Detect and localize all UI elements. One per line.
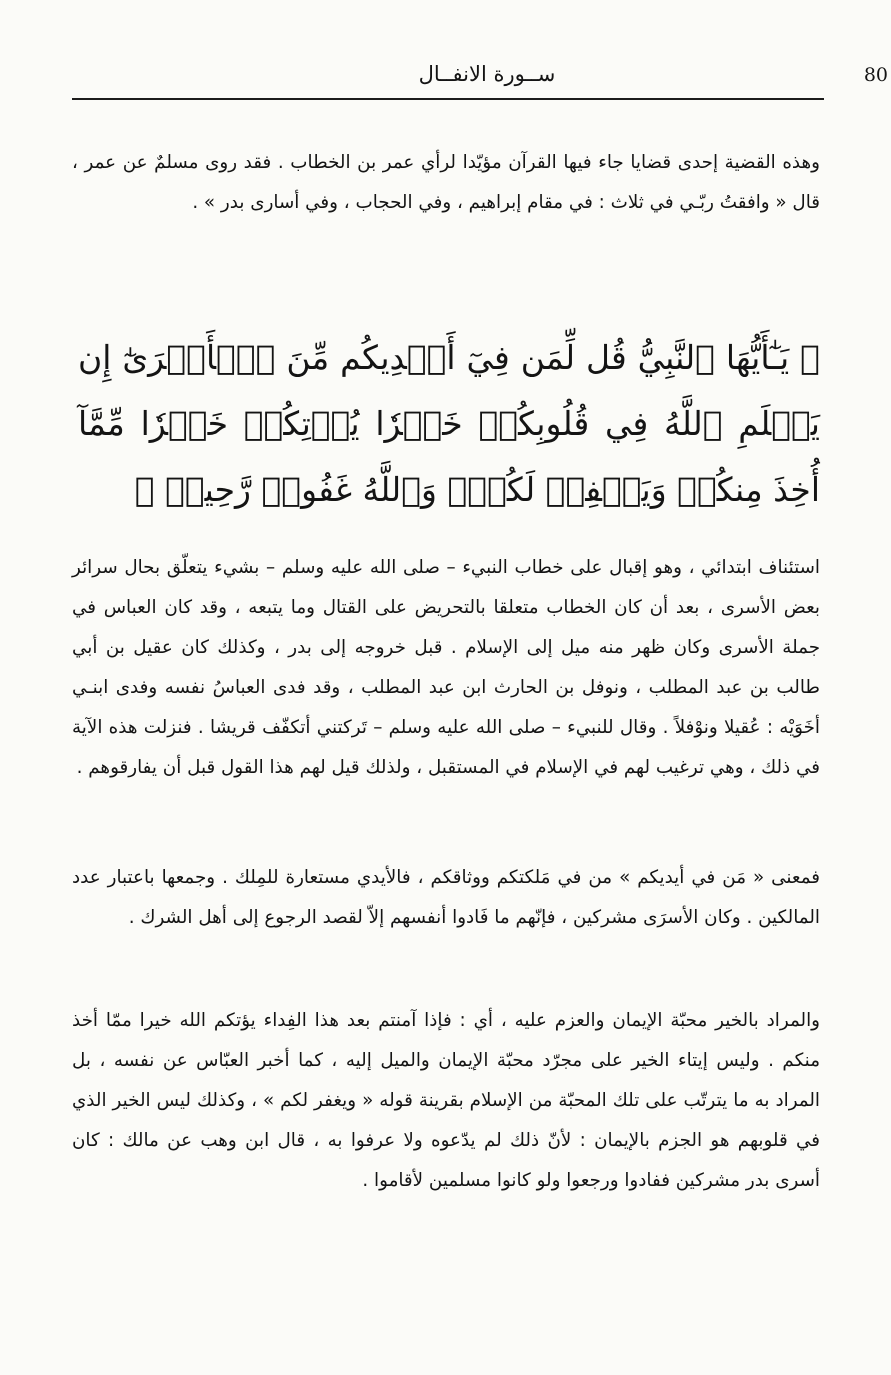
running-title: ســورة الانفــال xyxy=(418,62,556,86)
paragraph-text: استئناف ابتدائي ، وهو إقبال على خطاب النبيء – صلى الله عليه وسلم – بشيء يتعلّق بحال سرائر بعض الأسرى ، بعد أن كان الخطاب متعلقا بالتحريض على القتال وما يتبعه ، وقد كان العباس في جملة الأسرى وكان ظهر منه ميل إلى الإسلام . قبل خروجه إلى بدر ، وكذلك كان عقيل بن أبي طالب بن عبد المطلب ، ونوفل بن الحارث ابن عبد المطلب ، وقد فدى العباسُ نفسه وفدى ابنـي أخَوَيْه : عُقيلا ونوْفلاً . وقال للنبيء – صلى الله عليه وسلم – تَركتني أتكفّف قريشا . فنزلت هذه الآية في ذلك ، وهي ترغيب لهم في الإسلام في المستقبل ، ولذلك قيل لهم هذا القول قبل أن يفارقوهم . xyxy=(72,557,820,778)
commentary-paragraph-3 xyxy=(72,1001,820,1201)
paragraph-text: وهذه القضية إحدى قضايا جاء فيها القرآن مؤيّدا لرأي عمر بن الخطاب . فقد روى مسلمٌ عن عمر ، قال « وافقتُ ربّـي في ثلاث : في مقام إبراهيم ، وفي الحجاب ، وفي أسارى بدر » . xyxy=(72,152,820,213)
page-number: 80 xyxy=(863,64,888,86)
paragraph-text: والمراد بالخير محبّة الإيمان والعزم عليه ، أي : فإذا آمنتم بعد هذا الفِداء يؤتكم الله خيرا ممّا أخذ منكم . وليس إيتاء الخير على مجرّد محبّة الإيمان والميل إليه ، كما أخبر العبّاس عن نفسه ، بل المراد به ما يترتّب على تلك المحبّة من الإسلام بقرينة قوله « ويغفر لكم » ، وكذلك ليس الخير الذي في قلوبهم هو الجزم بالإيمان : لأنّ ذلك لم يدّعوه ولا عرفوا به ، قال ابن وهب عن مالك : كان أسرى بدر مشركين ففادوا ورجعوا ولو كانوا مسلمين لأقاموا . xyxy=(72,1010,820,1191)
commentary-paragraph-1 xyxy=(72,548,820,788)
page-header xyxy=(72,58,888,100)
commentary-paragraph-2 xyxy=(72,858,820,938)
quran-verse: ﴿ يَـٰٓأَيُّهَا ٱلنَّبِيُّ قُل لِّمَن فِيٓ أَيۡدِيكُم مِّنَ ٱلۡأَسۡرَىٰٓ إِن يَعۡلَمِ ٱللَّهُ فِي قُلُوبِكُمۡ خَيۡرٗا يُؤۡتِكُمۡ خَيۡرٗا مِّمَّآ أُخِذَ مِنكُمۡ وَيَغۡفِرۡ لَكُمۡۚ وَٱللَّهُ غَفُورٞ رَّحِيمٞ ﴾ xyxy=(78,338,820,509)
paragraph-text: فمعنى « مَن في أيديكم » من في مَلكتكم ووثاقكم ، فالأيدي مستعارة للمِلك . وجمعها باعتبار عدد المالكين . وكان الأسرَى مشركين ، فإنّهم ما فَادوا أنفسهم إلاّ لقصد الرجوع إلى أهل الشرك . xyxy=(72,867,820,928)
intro-paragraph xyxy=(72,143,820,223)
